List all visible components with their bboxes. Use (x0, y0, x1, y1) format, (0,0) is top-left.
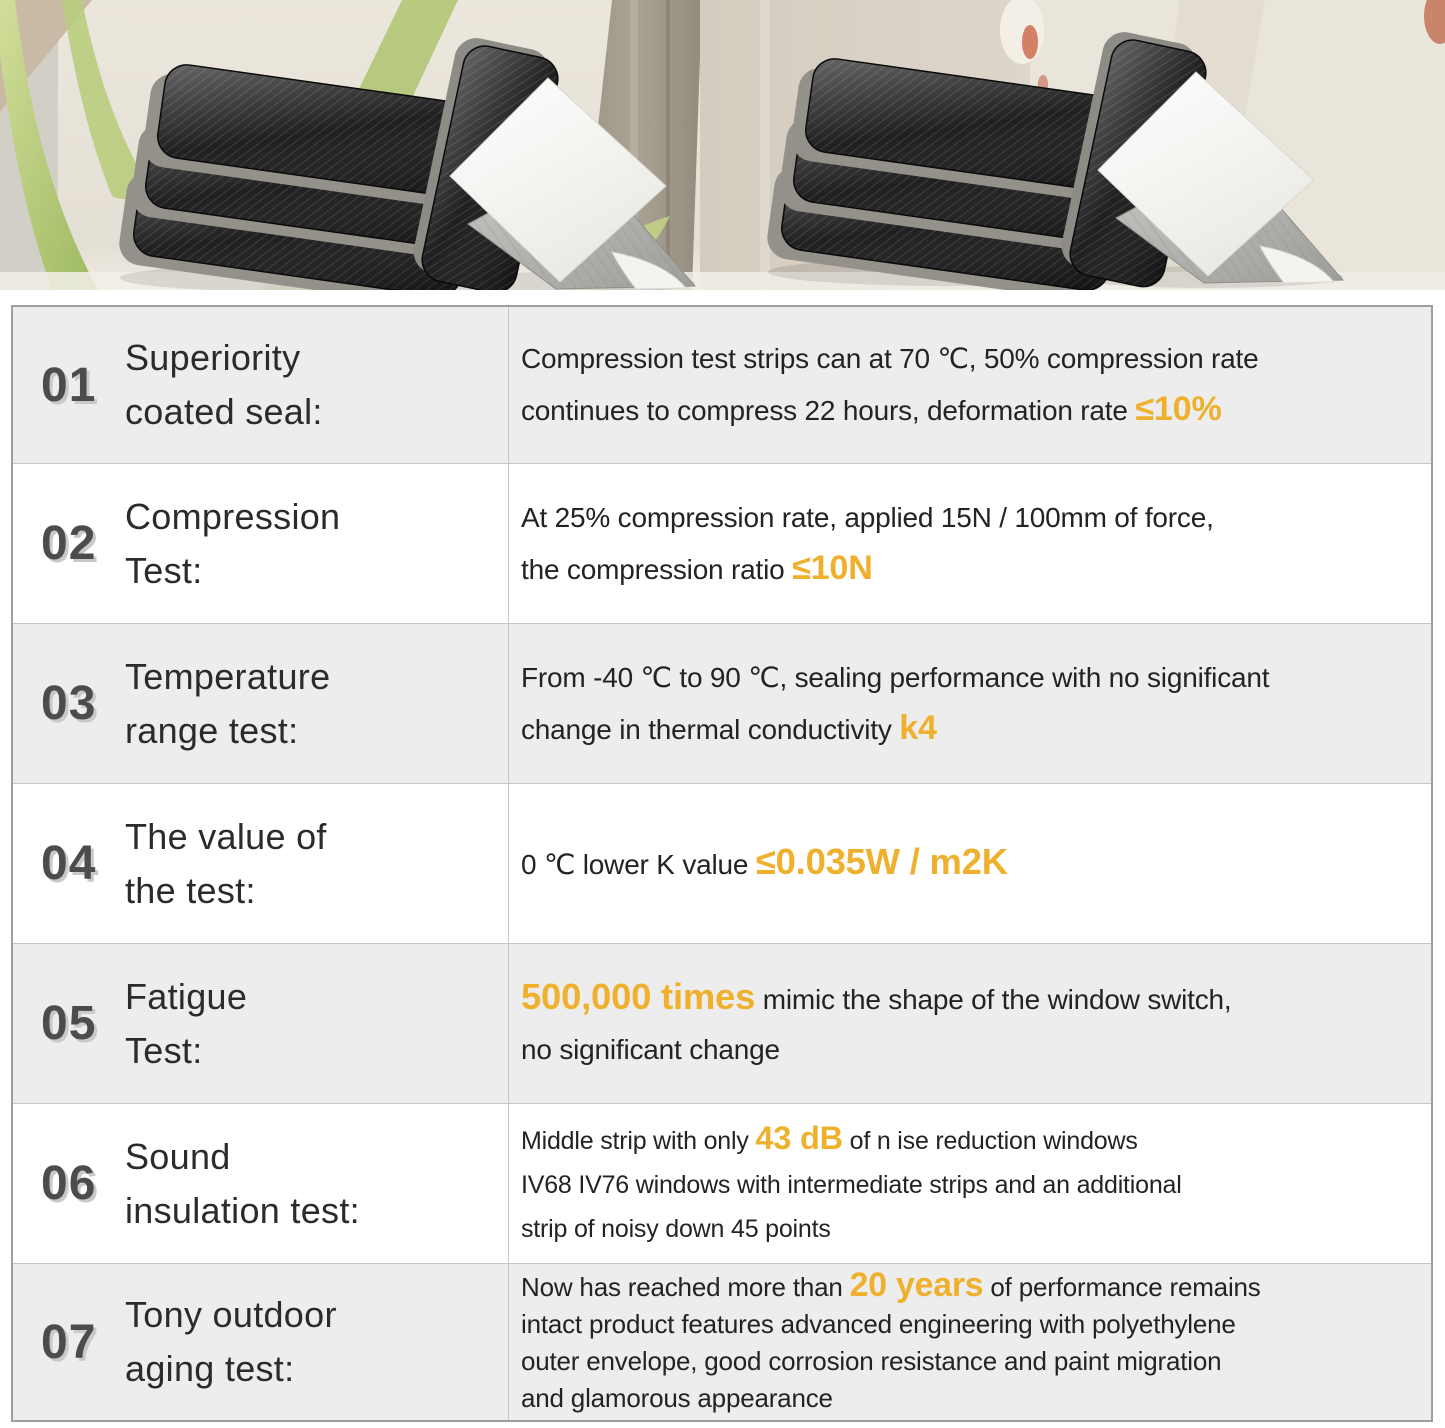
highlight-value: ≤10% (1135, 390, 1222, 428)
product-photo (0, 0, 1445, 290)
text-segment: and glamorous appearance (521, 1383, 833, 1413)
row-content (509, 307, 1431, 463)
row-content (509, 624, 1431, 783)
table-row (13, 623, 1431, 783)
content-line (521, 1116, 1423, 1163)
row-number: 07 (41, 1315, 97, 1369)
wall-streak (760, 0, 770, 290)
pillar-streak (666, 0, 670, 290)
row-label-cell (13, 307, 509, 463)
highlight-value: 43 dB (755, 1120, 843, 1156)
text-segment: change in thermal conductivity (521, 713, 900, 745)
row-content (509, 944, 1431, 1103)
row-number: 01 (41, 358, 97, 412)
table-row (13, 943, 1431, 1103)
table-row (13, 783, 1431, 943)
content-line (521, 1306, 1423, 1343)
text-segment: no significant change (521, 1034, 780, 1065)
text-segment: outer envelope, good corrosion resistance and paint migration (521, 1346, 1222, 1376)
row-label-cell (13, 784, 509, 943)
row-number: 04 (41, 837, 97, 890)
text-segment: At 25% compression rate, applied 15N / 100mm of force, (521, 501, 1214, 533)
table-row (13, 463, 1431, 623)
content-line (521, 1380, 1423, 1417)
text-segment: IV68 IV76 windows with intermediate strips and an additional (521, 1171, 1182, 1199)
row-label: Tony outdoor aging test: (125, 1294, 337, 1389)
content-line (521, 1207, 1423, 1251)
row-number: 05 (41, 997, 97, 1050)
row-label: Fatigue Test: (125, 975, 248, 1071)
content-line (521, 1025, 1423, 1075)
product-photo-graphic (0, 0, 1445, 290)
row-label-cell (13, 1104, 509, 1263)
text-segment: 0 ℃ lower K value (521, 849, 756, 880)
row-label: Superiority coated seal: (125, 337, 323, 432)
highlight-value: 500,000 times (521, 976, 756, 1017)
text-segment: From -40 ℃ to 90 ℃, sealing performance with no significant (521, 661, 1270, 693)
table-row (13, 307, 1431, 463)
row-label: Compression Test: (125, 495, 341, 591)
highlight-value: ≤10N (792, 548, 873, 587)
content-line (521, 384, 1423, 436)
highlight-value: k4 (899, 708, 937, 747)
row-number: 03 (41, 677, 97, 730)
row-content (509, 1104, 1431, 1263)
row-content (509, 784, 1431, 943)
row-label-cell (13, 624, 509, 783)
row-label-cell (13, 464, 509, 623)
row-label-cell (13, 944, 509, 1103)
content-line (521, 703, 1423, 755)
row-label: Temperature range test: (125, 655, 331, 751)
row-label: The value of the test: (125, 815, 327, 911)
row-number: 02 (41, 517, 97, 570)
text-segment: Middle strip with only (521, 1127, 756, 1155)
text-segment: the compression ratio (521, 553, 793, 585)
text-segment: Compression test strips can at 70 ℃, 50% compression rate (521, 343, 1259, 374)
text-segment: of n ise reduction windows (842, 1127, 1138, 1155)
text-segment: continues to compress 22 hours, deformation rate (521, 395, 1136, 426)
highlight-value: ≤0.035W / m2K (755, 841, 1008, 882)
paint-chip-red (1022, 25, 1038, 59)
text-segment: strip of noisy down 45 points (521, 1215, 831, 1243)
row-label-cell (13, 1264, 509, 1420)
content-line (521, 1163, 1423, 1207)
text-segment: intact product features advanced engineering with polyethylene (521, 1309, 1236, 1339)
table-row (13, 1103, 1431, 1263)
content-line (521, 1267, 1423, 1306)
spec-table (11, 305, 1433, 1422)
text-segment: of performance remains (983, 1272, 1261, 1302)
text-segment: mimic the shape of the window switch, (755, 984, 1232, 1015)
content-line (521, 493, 1423, 543)
table-row (13, 1263, 1431, 1420)
content-line (521, 543, 1423, 595)
row-content (509, 1264, 1431, 1420)
row-number: 06 (41, 1157, 97, 1210)
content-line (521, 334, 1423, 384)
highlight-value: 20 years (849, 1266, 984, 1304)
text-segment: Now has reached more than (521, 1272, 850, 1302)
content-line (521, 837, 1423, 890)
row-label: Sound insulation test: (125, 1135, 360, 1231)
content-line (521, 972, 1423, 1025)
row-content (509, 464, 1431, 623)
content-line (521, 1343, 1423, 1380)
content-line (521, 653, 1423, 703)
